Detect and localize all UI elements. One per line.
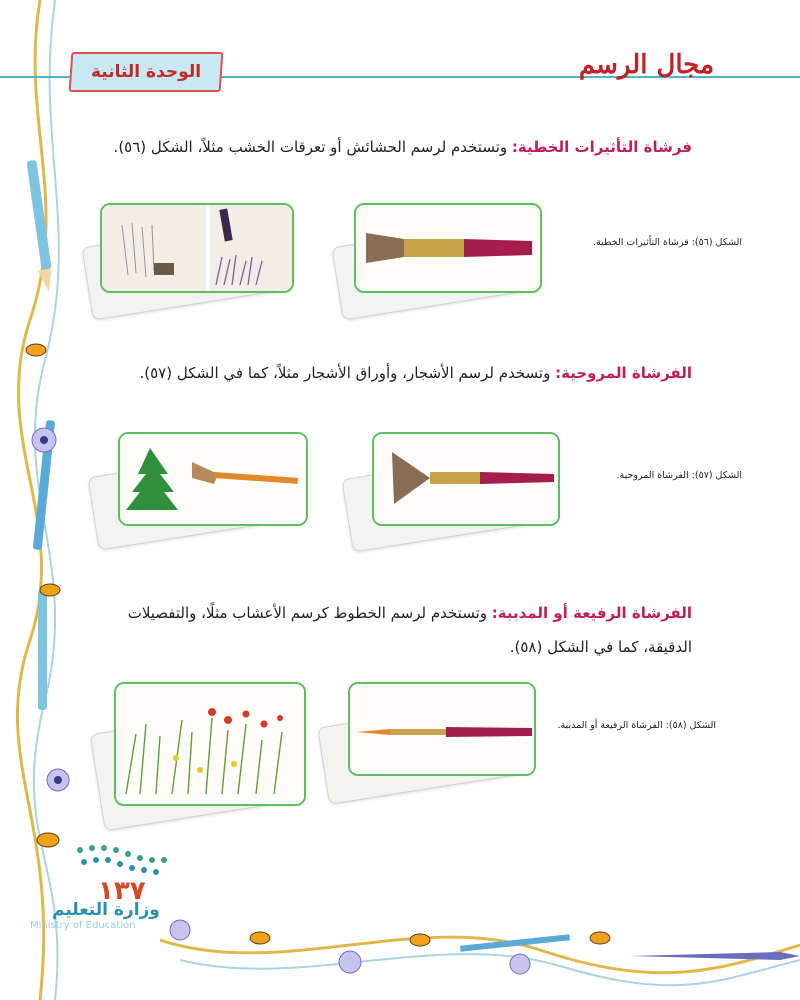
text-fine-brush: وتستخدم لرسم الخطوط كرسم الأعشاب مثلًا، والتفصيلات الدقيقة، كما في الشكل (٥٨). bbox=[127, 604, 692, 656]
figure-57-brush-photo bbox=[372, 432, 560, 526]
figure-56-brush-photo bbox=[354, 203, 542, 293]
term-fan-brush: الفرشاة المروحية: bbox=[555, 364, 692, 382]
unit-label: الوحدة الثانية bbox=[90, 62, 202, 82]
term-fine-brush: الفرشاة الرفيعة أو المدببة: bbox=[491, 604, 692, 622]
text-fan-brush: وتسخدم لرسم الأشجار، وأوراق الأشجار مثلاً، كما في الشكل (٥٧). bbox=[139, 364, 556, 382]
figure-58-grass-photo bbox=[114, 682, 306, 806]
figure-56-strokes-photo bbox=[100, 203, 294, 293]
ministry-name: وزارة التعليم bbox=[52, 900, 160, 920]
figure-57-tree-photo bbox=[118, 432, 308, 526]
footer-brush-decoration bbox=[160, 900, 800, 1000]
ministry-name-en: Ministry of Education bbox=[30, 920, 136, 931]
paragraph-fine-brush bbox=[82, 596, 692, 664]
figure-58-caption: الشكل (٥٨): الفرشاة الرفيعة أو المدببة. bbox=[557, 720, 716, 731]
text-line-brush: وتستخدم لرسم الحشائش أو تعرقات الخشب مثلاً، الشكل (٥٦). bbox=[113, 138, 512, 156]
unit-badge bbox=[69, 52, 224, 92]
ministry-logo-dots bbox=[70, 840, 190, 880]
page-number: ١٣٧ bbox=[98, 876, 146, 906]
paragraph-line-brush bbox=[82, 130, 692, 164]
figure-56-caption: الشكل (٥٦): فرشاة التأثيرات الخطية. bbox=[592, 237, 742, 248]
figure-57-caption: الشكل (٥٧): الفرشاة المروحية. bbox=[616, 470, 742, 481]
figure-58-brush-photo bbox=[348, 682, 536, 776]
section-title: مجال الرسم bbox=[578, 50, 714, 80]
term-line-brush: فرشاة التأثيرات الخطية: bbox=[511, 138, 692, 156]
paragraph-fan-brush bbox=[82, 356, 692, 390]
